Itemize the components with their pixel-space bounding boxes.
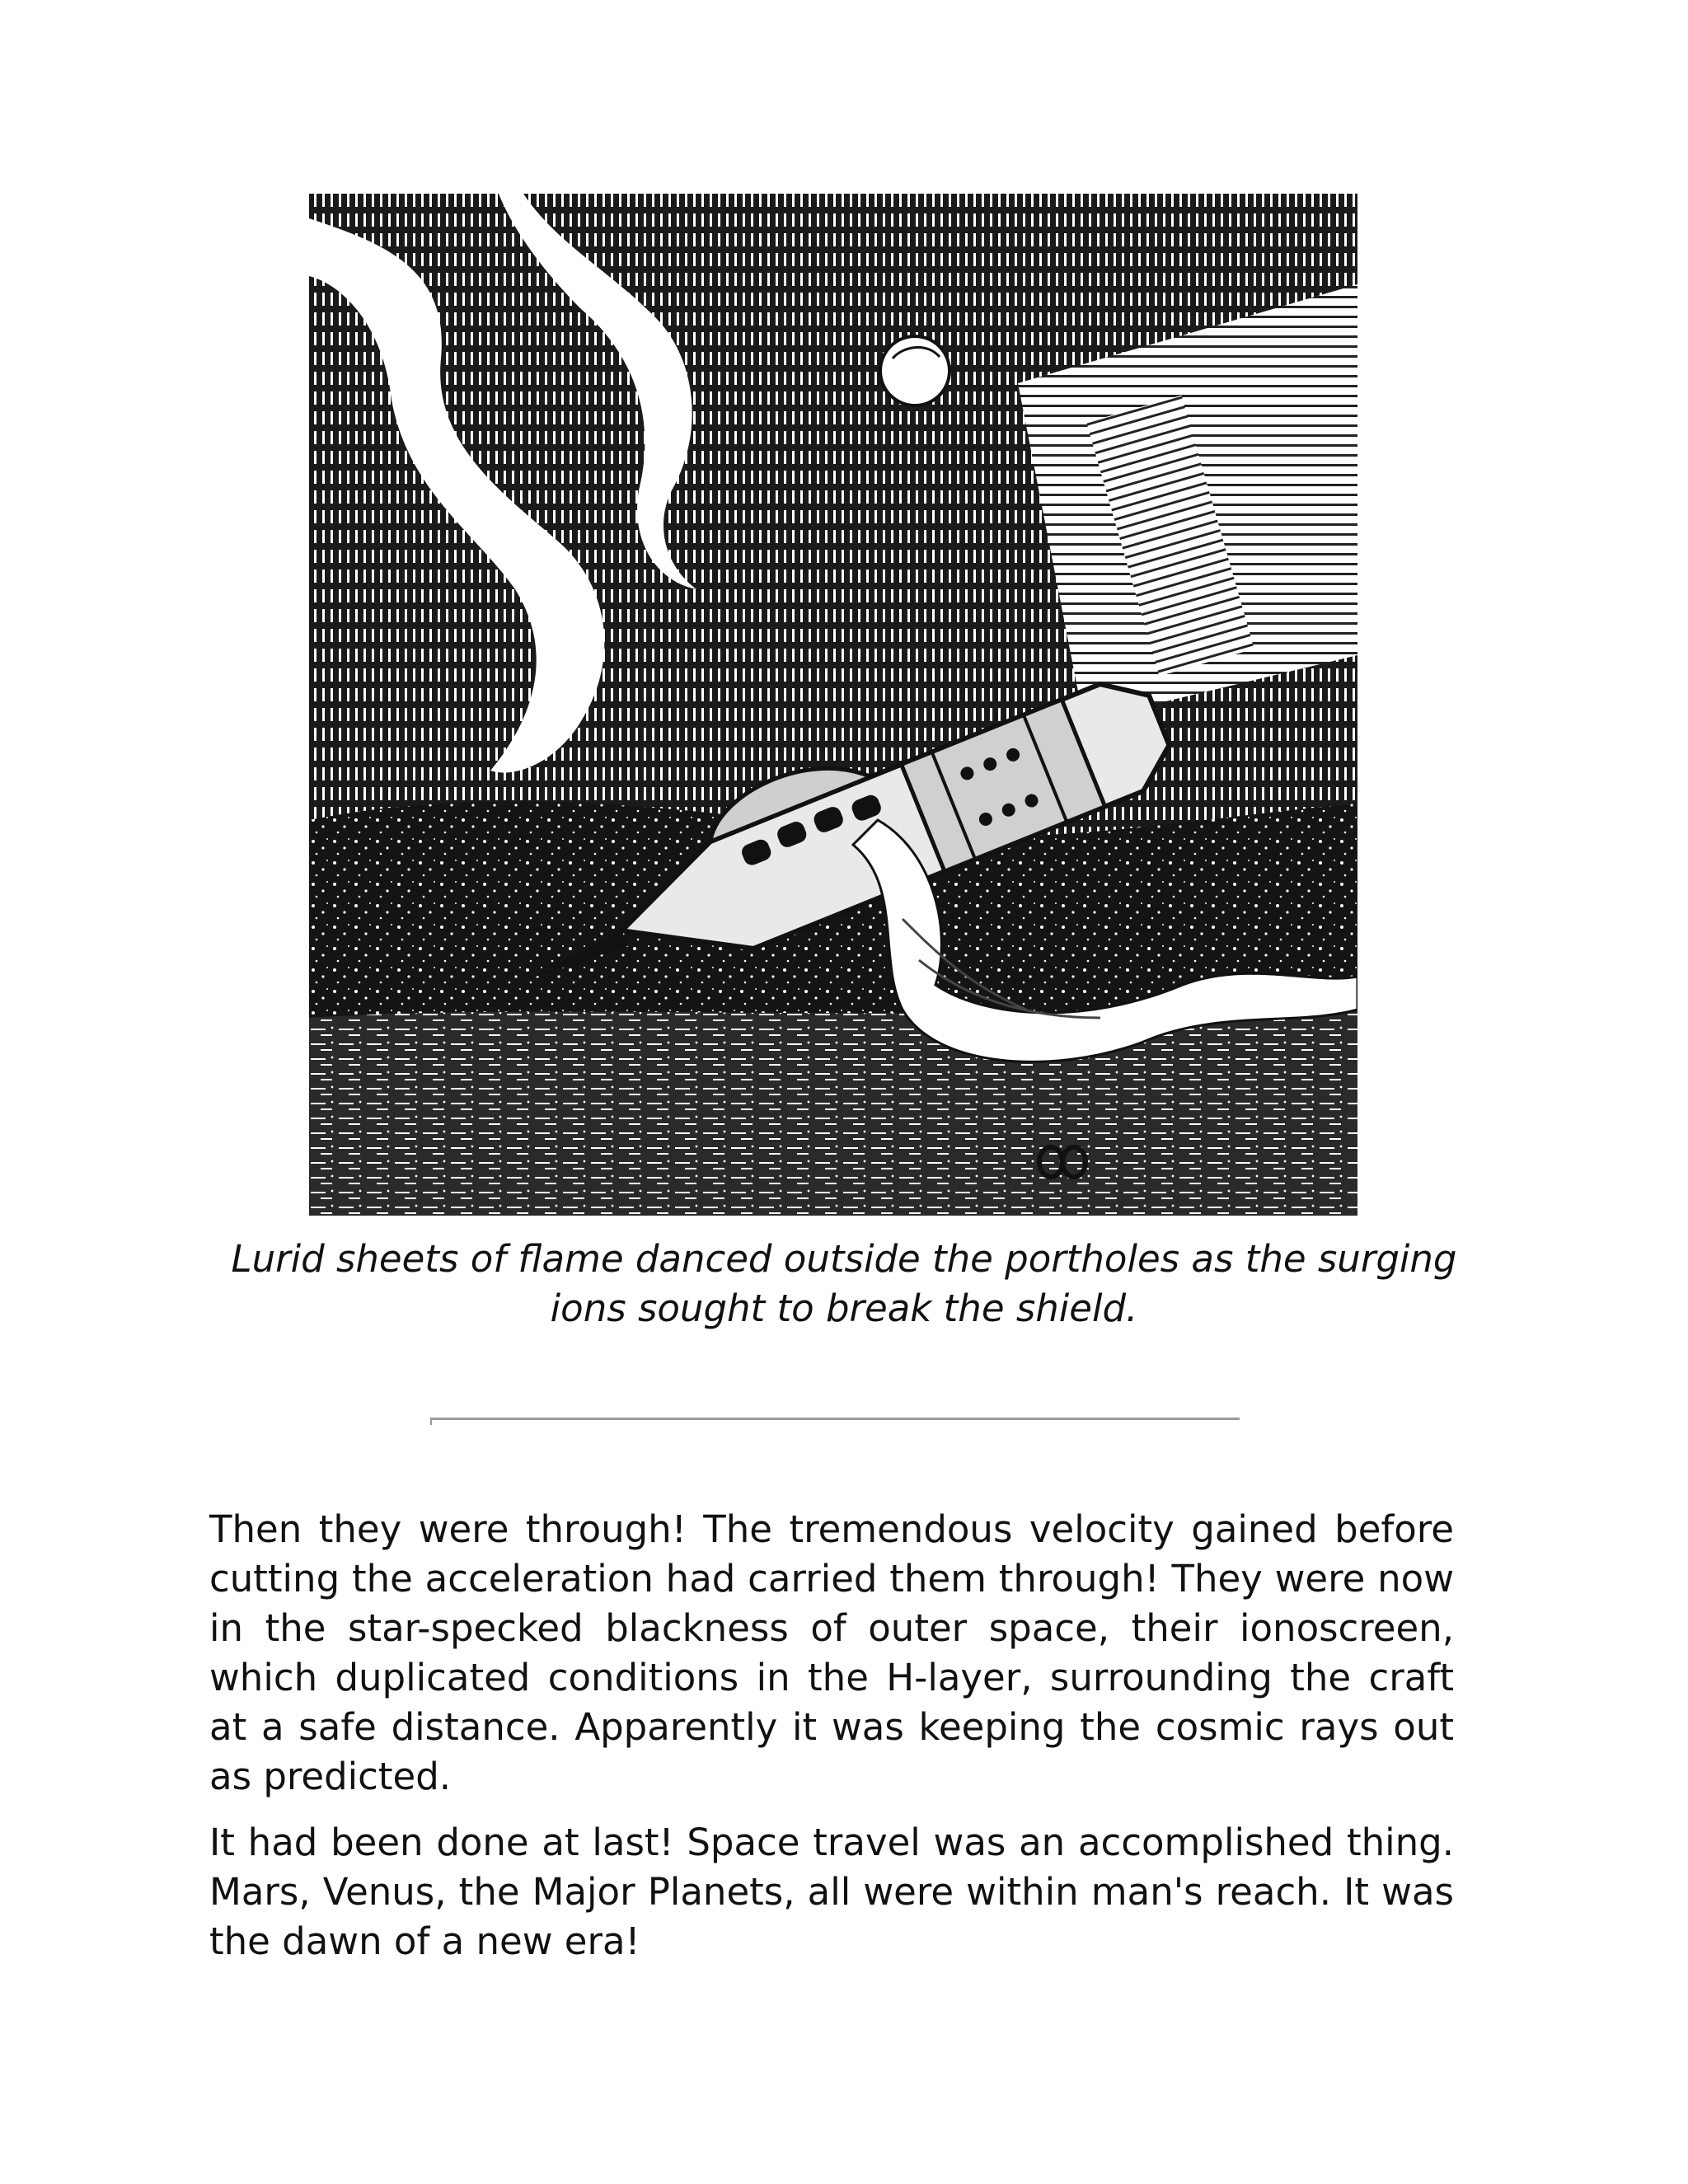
section-divider [430,1418,1240,1420]
illustration-drawing [309,194,1357,1216]
caption-line-2: ions sought to break the shield. [550,1286,1138,1330]
caption-line-1: Lurid sheets of flame danced outside the portholes as the surging [231,1237,1457,1281]
paragraph: It had been done at last! Space travel was an accomplished thing. Mars, Venus, the Major Planets, all were within man's reach. It was the dawn of a new era! [209,1821,1454,1963]
spaceship-illustration [309,194,1357,1216]
illustration-caption [198,1235,1490,1333]
paragraph: Then they were through! The tremendous velocity gained before cutting the acceleration had carried them through! They were now in the star-specked blackness of outer space, their ionoscreen, which duplicated conditions in the H-layer, surrounding the craft at a safe distance. Apparently it was keeping the cosmic rays out as predicted. [209,1507,1454,1798]
story-text [209,1505,1454,1983]
